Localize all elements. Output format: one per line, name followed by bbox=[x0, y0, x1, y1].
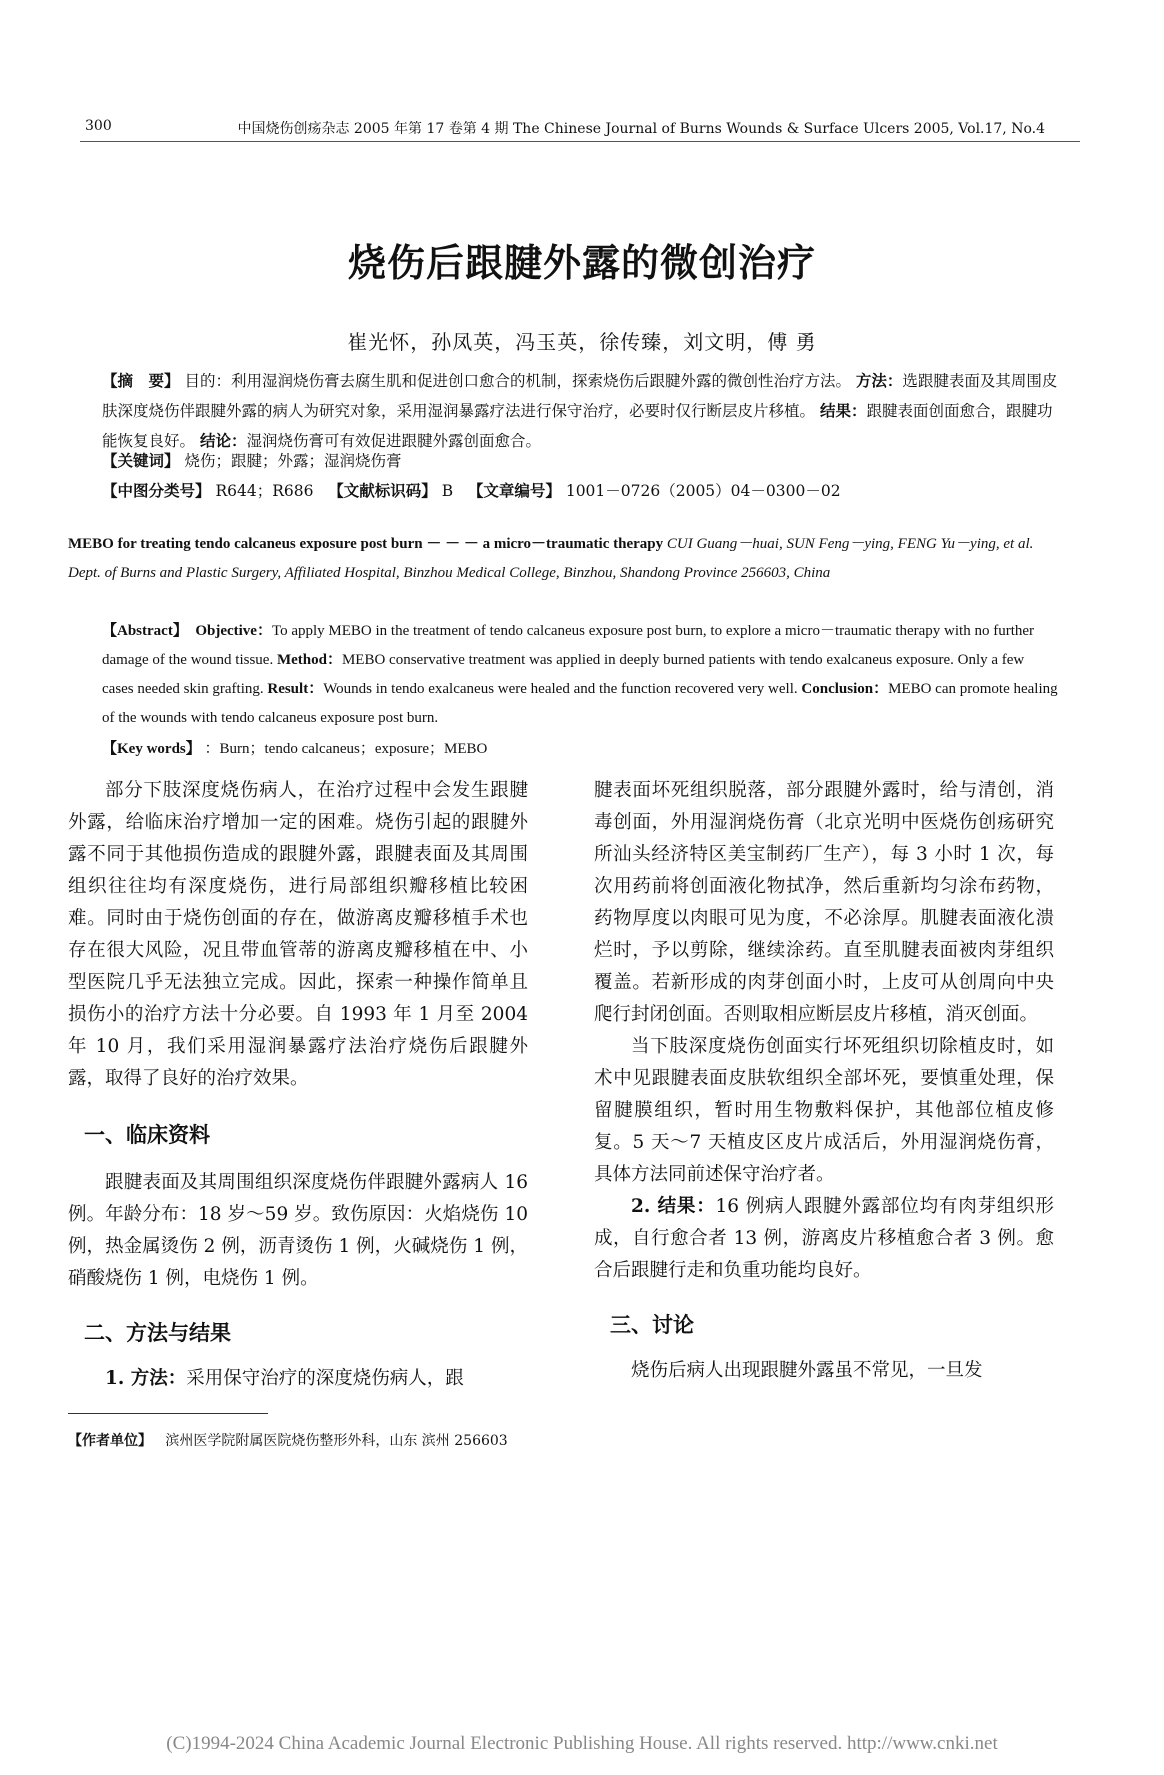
conclusion-text: MEBO can promote healing of the wounds with tendo calcaneus exposure post burn. bbox=[102, 681, 1058, 726]
footnote-text: 滨州医学院附属医院烧伤整形外科，山东 滨州 256603 bbox=[165, 1433, 508, 1449]
section-heading-discussion: 三、讨论 bbox=[610, 1313, 694, 1337]
abstract-objective: 目的：利用湿润烧伤膏去腐生肌和促进创口愈合的机制，探索烧伤后跟腱外露的微创性治疗方法。 bbox=[184, 372, 851, 390]
doc-code-value: B bbox=[441, 482, 454, 500]
footnote-divider bbox=[68, 1413, 268, 1414]
clc-label: 【中图分类号】 bbox=[102, 482, 211, 500]
english-keywords bbox=[68, 735, 1058, 764]
abstract-result: 跟腱表面创面愈合，跟腱功能恢复良好。 bbox=[102, 402, 1053, 450]
objective-label: Objective： bbox=[195, 623, 272, 639]
result-text-zh: 16 例病人跟腱外露部位均有肉芽组织形成，自行愈合者 13 例，游离皮片移植愈合者 3 例。愈合后跟腱行走和负重功能均良好。 bbox=[594, 1196, 1054, 1281]
section-heading-methods-results: 二、方法与结果 bbox=[84, 1321, 231, 1345]
result-label: 结果： bbox=[819, 402, 867, 420]
author-list: 崔光怀，孙凤英，冯玉英，徐传臻，刘文明，傅 勇 bbox=[347, 330, 817, 354]
journal-running-head: 中国烧伤创疡杂志 2005 年第 17 卷第 4 期 The Chinese Journal of Burns Wounds & Surface Ulcers 2005, Vol.17, No.4 bbox=[237, 121, 1045, 137]
conclusion-label-en: Conclusion： bbox=[801, 681, 889, 697]
result-subheading: 2. 结果： bbox=[631, 1196, 716, 1217]
result-paragraph bbox=[594, 1191, 1054, 1287]
keywords-label: 【关键词】 bbox=[102, 452, 180, 470]
method-text-zh: 采用保守治疗的深度烧伤病人，跟 bbox=[186, 1368, 464, 1389]
english-abstract bbox=[68, 617, 1058, 733]
left-column bbox=[68, 775, 528, 1395]
article-number-label: 【文章编号】 bbox=[467, 482, 561, 500]
english-title: MEBO for treating tendo calcaneus exposure post burn － － － a micro－traumatic therapy bbox=[68, 536, 664, 552]
abstract-label: 【摘 要】 bbox=[102, 372, 180, 390]
keywords-text: 烧伤；跟腱；外露；湿润烧伤膏 bbox=[184, 452, 402, 470]
right-column bbox=[594, 775, 1054, 1387]
article-number-value: 1001－0726（2005）04－0300－02 bbox=[565, 482, 841, 500]
classification-line bbox=[68, 476, 1058, 506]
english-abstract-label: 【Abstract】 bbox=[102, 623, 188, 639]
doc-code-label: 【文献标识码】 bbox=[328, 482, 437, 500]
clinical-data-paragraph: 跟腱表面及其周围组织深度烧伤伴跟腱外露病人 16 例。年龄分布：18 岁～59 岁。致伤原因：火焰烧伤 10 例，热金属烫伤 2 例，沥青烫伤 1 例，火碱烧伤 1 例，硝酸烧伤 1 例，电烧伤 1 例。 bbox=[68, 1172, 528, 1289]
english-keywords-label: 【Key words】 bbox=[102, 741, 201, 757]
paper-title: 烧伤后跟腱外露的微创治疗 bbox=[347, 241, 816, 285]
result-text: Wounds in tendo exalcaneus were healed and the function recovered very well. bbox=[323, 681, 798, 697]
english-keywords-text: ：Burn；tendo calcaneus；exposure；MEBO bbox=[204, 741, 488, 757]
method-paragraph bbox=[68, 1363, 528, 1395]
method-label-en: Method： bbox=[276, 652, 342, 668]
objective-text: To apply MEBO in the treatment of tendo calcaneus exposure post burn, to explore a micro－traumatic therapy with no further damage of the wound tissue. bbox=[102, 623, 1035, 668]
result-label-en: Result： bbox=[267, 681, 324, 697]
page-number: 300 bbox=[85, 118, 112, 134]
intro-paragraph: 部分下肢深度烧伤病人，在治疗过程中会发生跟腱外露，给临床治疗增加一定的困难。烧伤引起的跟腱外露不同于其他损伤造成的跟腱外露，跟腱表面及其周围组织往往均有深度烧伤，进行局部组织瓣移植比较困难。同时由于烧伤创面的存在，做游离皮瓣移植手术也存在很大风险，况且带血管蒂的游离皮瓣移植在中、小型医院几乎无法独立完成。因此，探索一种操作简单且损伤小的治疗方法十分必要。自 1993 年 1 月至 2004 年 10 月，我们采用湿润暴露疗法治疗烧伤后跟腱外露，取得了良好的治疗效果。 bbox=[68, 780, 528, 1089]
abstract-method: 选跟腱表面及其周围皮肤深度烧伤伴跟腱外露的病人为研究对象，采用湿润暴露疗法进行保守治疗，必要时仅行断层皮片移植。 bbox=[102, 372, 1058, 420]
author-affiliation-footnote bbox=[68, 1430, 508, 1450]
english-authors-affiliation: CUI Guang－huai, SUN Feng－ying, FENG Yu－ying, et al. Dept. of Burns and Plastic Surgery, Affiliated Hospital, Binzhou Medical College, Binzhou, Shandong Province 256603, China bbox=[68, 536, 1034, 581]
header-divider bbox=[80, 141, 1080, 142]
method-subheading: 1. 方法： bbox=[105, 1368, 187, 1389]
method-text: MEBO conservative treatment was applied in deeply burned patients with tendo exalcaneus exposure. Only a few cases needed skin grafting. bbox=[102, 652, 1025, 697]
clc-value: R644；R686 bbox=[215, 482, 314, 500]
section-heading-clinical-data: 一、临床资料 bbox=[84, 1123, 210, 1147]
copyright-notice: (C)1994-2024 China Academic Journal Electronic Publishing House. All rights reserved. http://www.cnki.net bbox=[166, 1733, 998, 1754]
conclusion-label: 结论： bbox=[199, 432, 247, 450]
keywords-zh bbox=[68, 446, 1058, 476]
surgery-paragraph: 当下肢深度烧伤创面实行坏死组织切除植皮时，如术中见跟腱表面皮肤软组织全部坏死，要慎重处理，保留腱膜组织，暂时用生物敷料保护，其他部位植皮修复。5 天～7 天植皮区皮片成活后，外用湿润烧伤膏，具体方法同前述保守治疗者。 bbox=[594, 1036, 1054, 1185]
abstract-zh bbox=[68, 366, 1058, 456]
treatment-paragraph: 腱表面坏死组织脱落，部分跟腱外露时，给与清创，消毒创面，外用湿润烧伤膏（北京光明中医烧伤创疡研究所汕头经济特区美宝制药厂生产），每 3 小时 1 次，每次用药前将创面液化物拭净，然后重新均匀涂布药物，药物厚度以肉眼可见为度，不必涂厚。肌腱表面液化溃烂时，予以剪除，继续涂药。直至肌腱表面被肉芽组织覆盖。若新形成的肉芽创面小时，上皮可从创周向中央爬行封闭创面。否则取相应断层皮片移植，消灭创面。 bbox=[594, 780, 1054, 1025]
discussion-paragraph: 烧伤后病人出现跟腱外露虽不常见，一旦发 bbox=[631, 1360, 983, 1381]
english-title-block bbox=[68, 530, 1058, 588]
abstract-conclusion: 湿润烧伤膏可有效促进跟腱外露创面愈合。 bbox=[246, 432, 541, 450]
footnote-label: 【作者单位】 bbox=[68, 1433, 152, 1449]
method-label: 方法： bbox=[855, 372, 903, 390]
